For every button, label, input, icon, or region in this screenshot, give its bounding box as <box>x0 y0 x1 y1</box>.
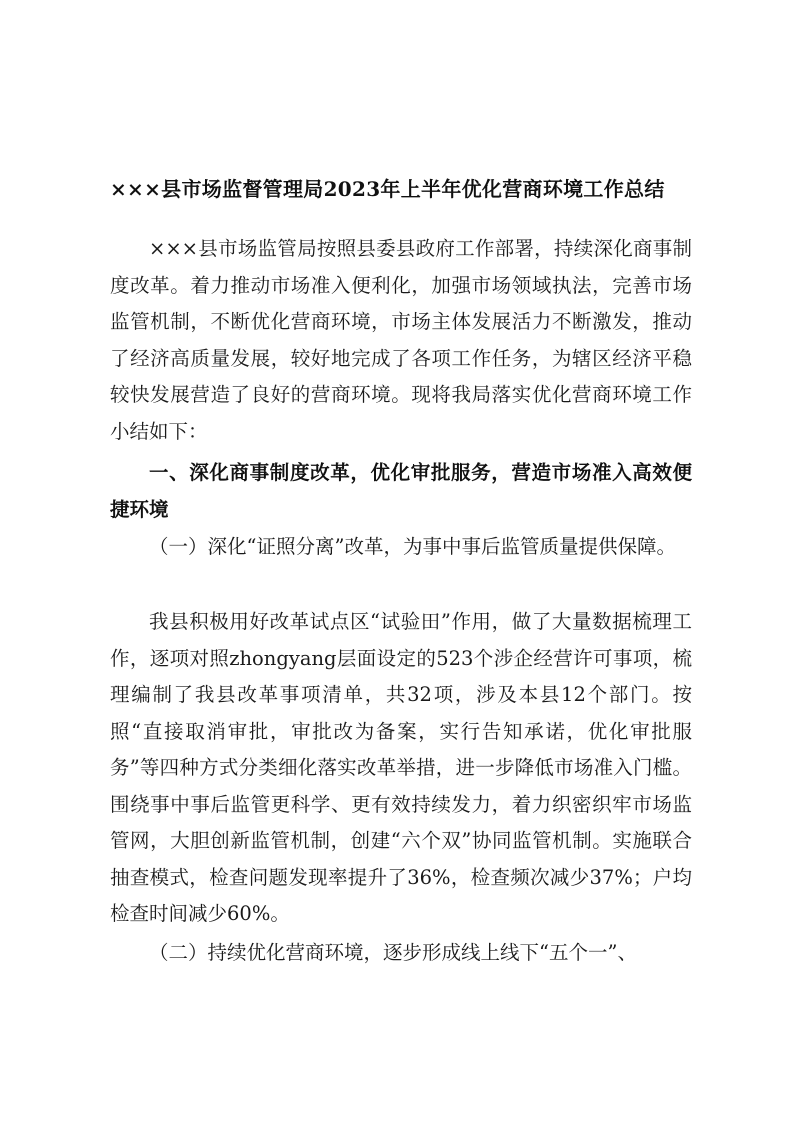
document-title: ×××县市场监督管理局2023年上半年优化营商环境工作总结 <box>110 177 665 201</box>
section-1-heading: 一、深化商事制度改革，优化审批服务，营造市场准入高效便捷环境 <box>110 461 692 521</box>
subsection-1-heading: （一）深化“证照分离”改革，为事中事后监管质量提供保障。 <box>149 535 676 558</box>
subsection-2-heading: （二）持续优化营商环境，逐步形成线上线下“五个一”、 <box>149 941 637 964</box>
subsection-1-paragraph: 我县积极用好改革试点区“试验田”作用，做了大量数据梳理工作，逐项对照zhongyang层面设定的523个涉企经营许可事项，梳理编制了我县改革事项清单，共32项，涉及本县12个部门。按照“直接取消审批，审批改为备案，实行告知承诺，优化审批服务”等四种方式分类细化落实改革举措，进一步降低市场准入门槛。围绕事中事后监管更科学、更有效持续发力，着力织密织牢市场监管网，大胆创新监管机制，创建“六个双”协同监管机制。实施联合抽查模式，检查问题发现率提升了36%，检查频次减少37%；户均检查时间减少60%。 <box>110 610 692 925</box>
intro-paragraph: ×××县市场监管局按照县委县政府工作部署，持续深化商事制度改革。着力推动市场准入便利化，加强市场领域执法，完善市场监管机制，不断优化营商环境，市场主体发展活力不断激发，推动了经济高质量发展，较好地完成了各项工作任务，为辖区经济平稳较快发展营造了良好的营商环境。现将我局落实优化营商环境工作小结如下： <box>110 237 692 443</box>
